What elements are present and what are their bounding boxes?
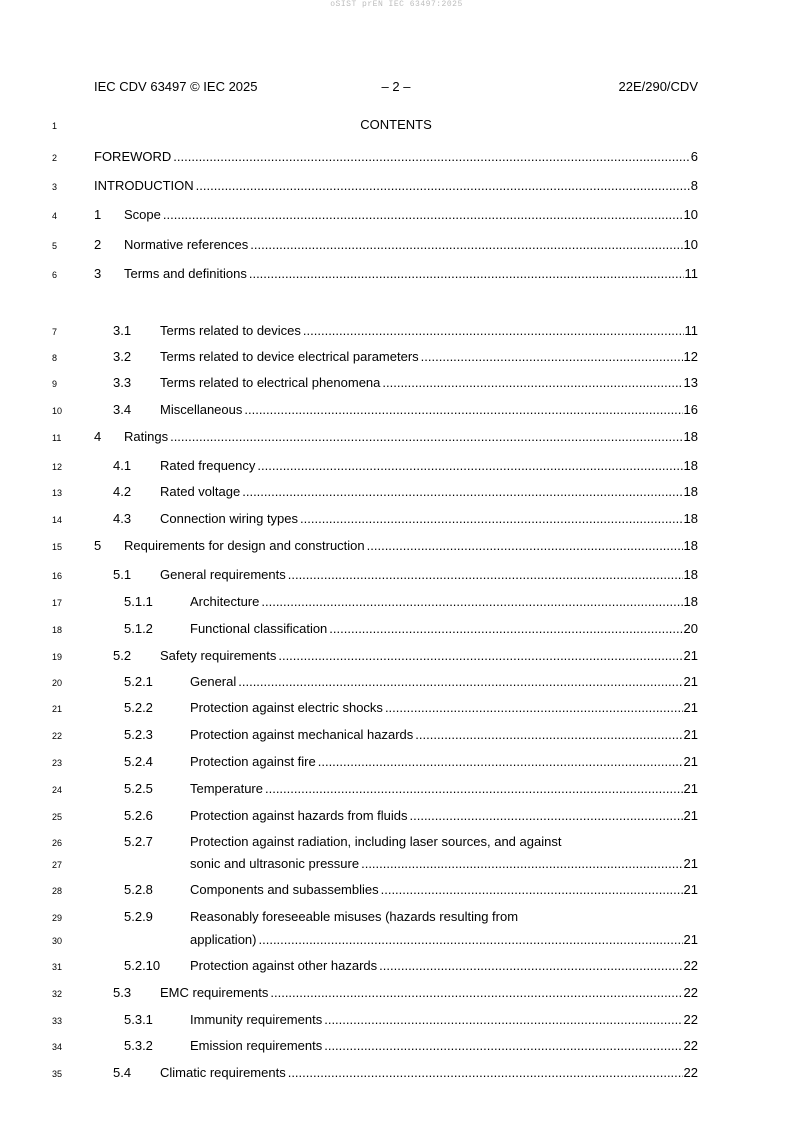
toc-entry-page: 18	[683, 538, 698, 553]
line-number: 11	[52, 433, 62, 443]
toc-entry-text: Rated voltage	[160, 484, 241, 499]
toc-entry-text: EMC requirements	[160, 985, 269, 1000]
toc-entry[interactable]	[0, 700, 793, 716]
toc-entry-page: 22	[683, 1012, 698, 1027]
toc-entry[interactable]	[0, 402, 793, 418]
toc-entry[interactable]	[0, 511, 793, 527]
toc-entry-text: Climatic requirements	[160, 1065, 286, 1080]
toc-entry-number: 5.2	[113, 648, 132, 663]
toc-entry-page: 8	[690, 178, 698, 193]
toc-entry-page: 21	[683, 754, 698, 769]
toc-entry-text: General	[190, 674, 237, 689]
dot-leader	[259, 932, 683, 948]
dot-leader	[361, 856, 682, 872]
toc-entry-text-continued: sonic and ultrasonic pressure	[190, 856, 360, 871]
toc-entry-number: 4	[94, 429, 102, 444]
toc-entry-text: General requirements	[160, 567, 286, 582]
toc-entry-number: 5.1.1	[124, 594, 153, 609]
toc-entry-number: 3.3	[113, 375, 132, 390]
line-number: 33	[52, 1016, 63, 1026]
line-number: 4	[52, 211, 58, 221]
dot-leader	[261, 594, 682, 610]
dot-leader	[367, 538, 683, 554]
line-number: 14	[52, 515, 63, 525]
line-number: 7	[52, 327, 58, 337]
toc-entry-number: 5.2.8	[124, 882, 153, 897]
page-header	[94, 79, 698, 95]
toc-entry-number: 5.2.2	[124, 700, 153, 715]
line-number: 9	[52, 379, 58, 389]
line-number: 25	[52, 812, 63, 822]
dot-leader	[238, 674, 682, 690]
toc-entry-text: Temperature	[190, 781, 263, 796]
dot-leader	[415, 727, 682, 743]
dot-leader	[385, 700, 683, 716]
toc-entry-page: 21	[683, 674, 698, 689]
line-number: 1	[52, 121, 58, 131]
toc-entry-text: Protection against fire	[190, 754, 316, 769]
toc-entry-number: 5.2.7	[124, 834, 153, 849]
dot-leader	[250, 237, 682, 253]
toc-entry[interactable]	[0, 621, 793, 637]
dot-leader	[288, 1065, 683, 1081]
dot-leader	[329, 621, 682, 637]
toc-entry-text: Emission requirements	[190, 1038, 323, 1053]
line-number: 23	[52, 758, 63, 768]
toc-entry-number: 5.2.1	[124, 674, 153, 689]
dot-leader	[382, 375, 682, 391]
line-number: 35	[52, 1069, 63, 1079]
dot-leader	[270, 985, 682, 1001]
toc-entry-number: 4.2	[113, 484, 132, 499]
toc-entry-page: 21	[683, 727, 698, 742]
toc-entry-text: Safety requirements	[160, 648, 277, 663]
toc-entry-number: 4.1	[113, 458, 132, 473]
toc-entry-page: 18	[683, 458, 698, 473]
toc-entry-page: 21	[683, 781, 698, 796]
dot-leader	[278, 648, 682, 664]
dot-leader	[324, 1038, 682, 1054]
dot-leader	[196, 178, 690, 194]
toc-entry-page: 22	[683, 958, 698, 973]
toc-entry-first-line[interactable]	[0, 834, 793, 850]
toc-entry-page: 10	[683, 237, 698, 252]
line-number: 15	[52, 542, 63, 552]
toc-entry-page: 18	[683, 567, 698, 582]
toc-entry-number: 5.1	[113, 567, 132, 582]
toc-entry[interactable]	[0, 985, 793, 1001]
watermark: oSIST prEN IEC 63497:2025	[330, 0, 463, 9]
toc-entry-text: Immunity requirements	[190, 1012, 323, 1027]
line-number: 29	[52, 913, 63, 923]
toc-entry-number: 5.2.9	[124, 909, 153, 924]
dot-leader	[249, 266, 684, 282]
toc-entry[interactable]	[0, 458, 793, 474]
line-number: 26	[52, 838, 63, 848]
dot-leader	[173, 149, 689, 165]
dot-leader	[324, 1012, 682, 1028]
toc-entry-text: FOREWORD	[94, 149, 172, 164]
toc-entry-page: 21	[683, 700, 698, 715]
line-number: 19	[52, 652, 63, 662]
toc-entry-page: 21	[683, 932, 698, 947]
toc-entry-page: 20	[683, 621, 698, 636]
dot-leader	[421, 349, 683, 365]
toc-entry-page: 22	[683, 1065, 698, 1080]
toc-entry-number: 5.1.2	[124, 621, 153, 636]
dot-leader	[381, 882, 683, 898]
toc-entry-text: Terms related to devices	[160, 323, 301, 338]
toc-entry[interactable]	[0, 882, 793, 898]
toc-entry-number: 2	[94, 237, 102, 252]
line-number: 32	[52, 989, 63, 999]
toc-entry-page: 21	[683, 808, 698, 823]
toc-entry[interactable]	[0, 648, 793, 664]
toc-entry-number: 5.3	[113, 985, 132, 1000]
toc-entry[interactable]	[0, 178, 793, 194]
line-number: 22	[52, 731, 63, 741]
dot-leader	[244, 402, 682, 418]
toc-entry[interactable]	[0, 1065, 793, 1081]
dot-leader	[242, 484, 682, 500]
toc-entry-number: 5.2.6	[124, 808, 153, 823]
toc-entry[interactable]	[0, 567, 793, 583]
toc-entry-text: Scope	[124, 207, 161, 222]
toc-entry[interactable]	[0, 781, 793, 797]
toc-entry-page: 18	[683, 484, 698, 499]
line-number: 18	[52, 625, 63, 635]
toc-entry-page: 6	[690, 149, 698, 164]
toc-entry[interactable]	[0, 237, 793, 253]
line-number: 28	[52, 886, 63, 896]
toc-entry-text: Protection against electric shocks	[190, 700, 383, 715]
toc-entry-page: 21	[683, 882, 698, 897]
dot-leader	[303, 323, 684, 339]
toc-entry-page: 10	[683, 207, 698, 222]
toc-entry-page: 21	[683, 856, 698, 871]
toc-entry-page: 21	[683, 648, 698, 663]
toc-entry-page: 13	[683, 375, 698, 390]
toc-entry-page: 11	[684, 323, 698, 338]
dot-leader	[257, 458, 682, 474]
line-number: 13	[52, 488, 63, 498]
line-number: 34	[52, 1042, 63, 1052]
toc-entry-text: Connection wiring types	[160, 511, 299, 526]
toc-entry-text: Architecture	[190, 594, 260, 609]
toc-entry[interactable]	[0, 149, 793, 165]
toc-entry[interactable]	[0, 754, 793, 770]
toc-entry-number: 5.3.1	[124, 1012, 153, 1027]
toc-entry[interactable]	[0, 538, 793, 554]
toc-entry[interactable]	[0, 1038, 793, 1054]
dot-leader	[318, 754, 683, 770]
dot-leader	[170, 429, 682, 445]
toc-entry-number: 1	[94, 207, 102, 222]
toc-entry[interactable]	[0, 266, 793, 282]
toc-entry[interactable]	[0, 958, 793, 974]
toc-entry[interactable]	[0, 594, 793, 610]
toc-entry-number: 5.3.2	[124, 1038, 153, 1053]
toc-entry-number: 5.4	[113, 1065, 132, 1080]
line-number: 31	[52, 962, 63, 972]
line-number: 2	[52, 153, 58, 163]
contents-title: CONTENTS	[360, 117, 432, 132]
toc-entry-number: 5.2.3	[124, 727, 153, 742]
toc-entry-number: 3.1	[113, 323, 132, 338]
toc-entry-text: Reasonably foreseeable misuses (hazards resulting from	[190, 909, 519, 924]
header-document-id: IEC CDV 63497 © IEC 2025	[94, 79, 258, 94]
toc-entry-text: Ratings	[124, 429, 169, 444]
toc-entry-text-continued: application)	[190, 932, 257, 947]
line-number: 17	[52, 598, 63, 608]
line-number: 20	[52, 678, 63, 688]
toc-entry-text: Terms related to electrical phenomena	[160, 375, 381, 390]
toc-entry-text: Terms related to device electrical parameters	[160, 349, 419, 364]
toc-entry-number: 5.2.5	[124, 781, 153, 796]
line-number: 8	[52, 353, 58, 363]
toc-entry-page: 11	[684, 266, 698, 281]
toc-entry-first-line[interactable]	[0, 909, 793, 925]
toc-entry-text: Requirements for design and construction	[124, 538, 365, 553]
toc-entry-page: 16	[683, 402, 698, 417]
dot-leader	[379, 958, 682, 974]
toc-title-row	[0, 117, 793, 133]
toc-entry-page: 22	[683, 1038, 698, 1053]
toc-entry-text: Normative references	[124, 237, 249, 252]
toc-entry-number: 5.2.4	[124, 754, 153, 769]
line-number: 3	[52, 182, 58, 192]
toc-entry-text: Components and subassemblies	[190, 882, 379, 897]
toc-entry-number: 5	[94, 538, 102, 553]
dot-leader	[163, 207, 683, 223]
header-reference: 22E/290/CDV	[618, 79, 698, 94]
toc-entry[interactable]	[0, 323, 793, 339]
toc-entry-text: INTRODUCTION	[94, 178, 194, 193]
line-number: 24	[52, 785, 63, 795]
toc-entry-page: 18	[683, 429, 698, 444]
toc-entry-text: Functional classification	[190, 621, 328, 636]
toc-entry-text: Miscellaneous	[160, 402, 243, 417]
toc-entry-text: Protection against mechanical hazards	[190, 727, 414, 742]
toc-entry-number: 3	[94, 266, 102, 281]
toc-entry-text: Protection against other hazards	[190, 958, 378, 973]
dot-leader	[288, 567, 683, 583]
toc-entry-number: 5.2.10	[124, 958, 161, 973]
toc-entry[interactable]	[0, 375, 793, 391]
toc-entry[interactable]	[0, 674, 793, 690]
toc-entry-text: Protection against radiation, including laser sources, and against	[190, 834, 562, 849]
line-number: 21	[52, 704, 63, 714]
toc-entry[interactable]	[0, 1012, 793, 1028]
toc-entry[interactable]	[0, 808, 793, 824]
toc-entry[interactable]	[0, 207, 793, 223]
toc-entry-text: Terms and definitions	[124, 266, 247, 281]
toc-entry[interactable]	[0, 349, 793, 365]
toc-entry[interactable]	[0, 429, 793, 445]
line-number: 27	[52, 860, 63, 870]
line-number: 10	[52, 406, 63, 416]
line-number: 16	[52, 571, 63, 581]
toc-entry-page: 18	[683, 594, 698, 609]
line-number: 6	[52, 270, 58, 280]
line-number: 5	[52, 241, 58, 251]
toc-entry-text: Protection against hazards from fluids	[190, 808, 408, 823]
dot-leader	[300, 511, 683, 527]
toc-entry-text: Rated frequency	[160, 458, 256, 473]
toc-entry[interactable]	[0, 727, 793, 743]
line-number: 12	[52, 462, 63, 472]
dot-leader	[265, 781, 683, 797]
toc-entry-number: 3.4	[113, 402, 132, 417]
toc-entry-continuation[interactable]	[0, 932, 793, 948]
header-page-number: – 2 –	[381, 79, 411, 94]
toc-entry-page: 22	[683, 985, 698, 1000]
toc-entry-page: 18	[683, 511, 698, 526]
toc-entry-number: 4.3	[113, 511, 132, 526]
line-number: 30	[52, 936, 63, 946]
dot-leader	[410, 808, 683, 824]
toc-entry-continuation[interactable]	[0, 856, 793, 872]
toc-entry-number: 3.2	[113, 349, 132, 364]
toc-entry[interactable]	[0, 484, 793, 500]
toc-entry-page: 12	[683, 349, 698, 364]
